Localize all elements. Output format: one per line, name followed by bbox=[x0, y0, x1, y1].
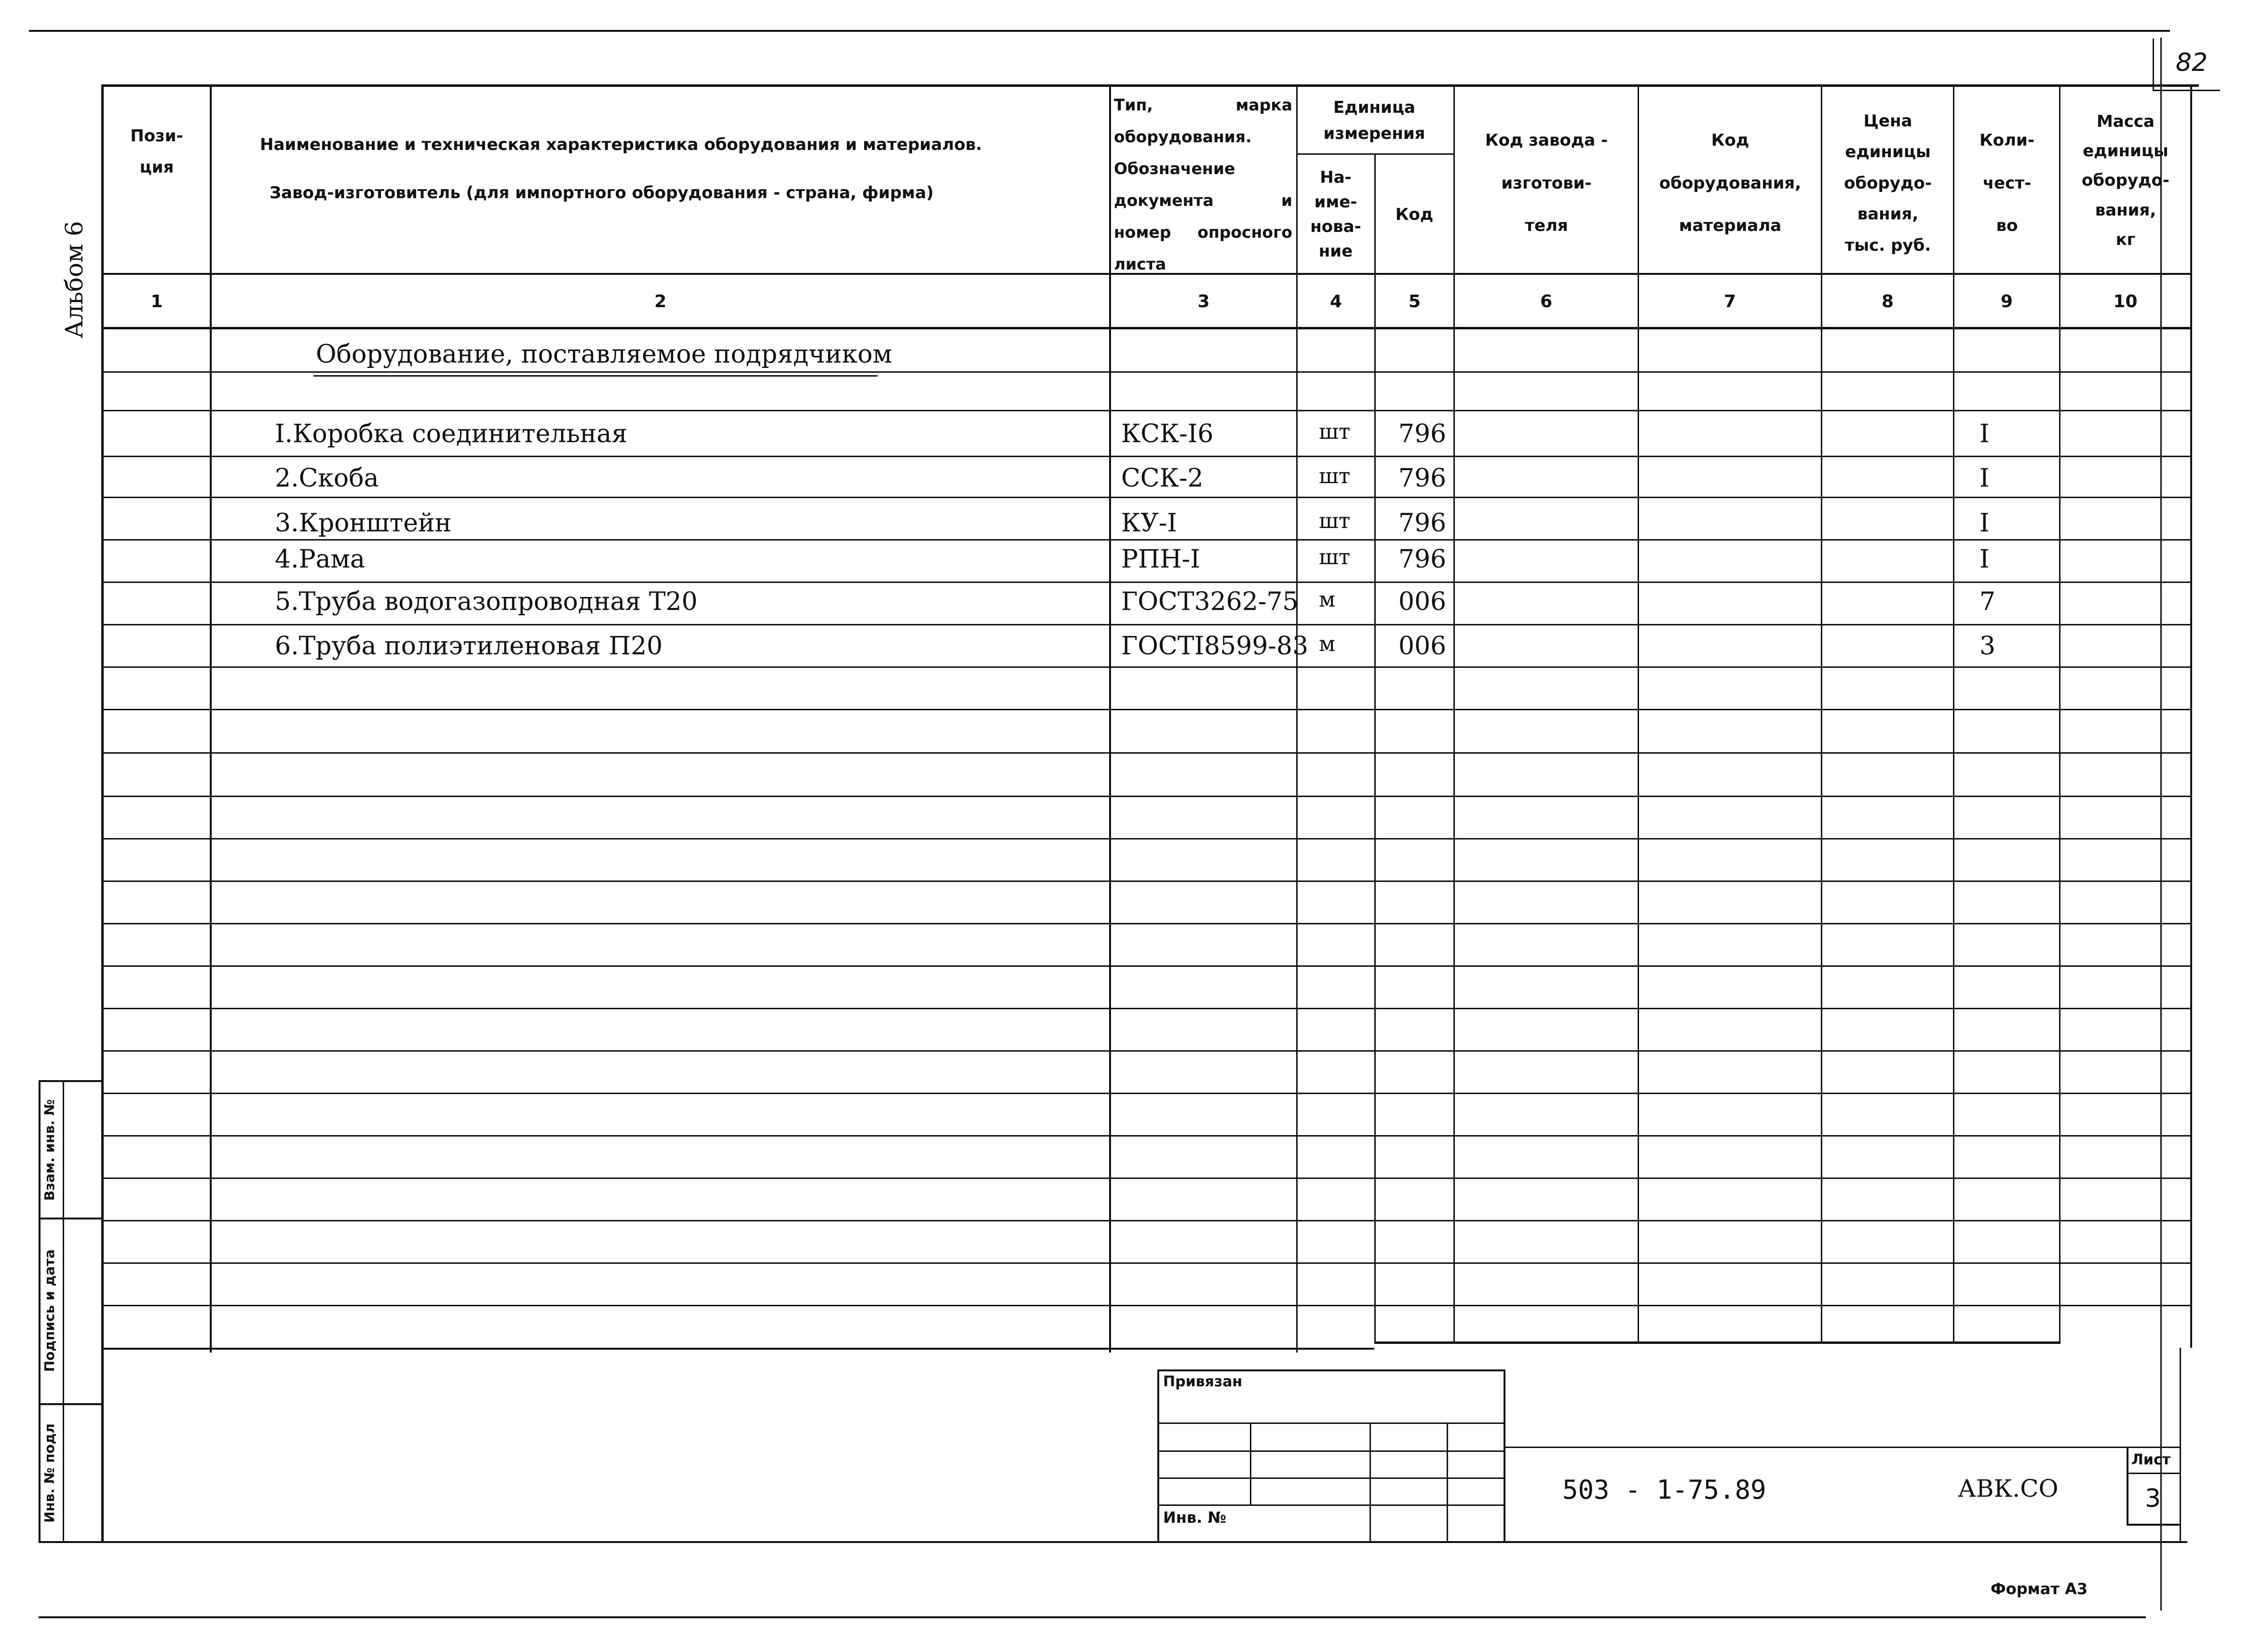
header-unit-name: На- име- нова- ние bbox=[1310, 168, 1361, 261]
row-6-name: 6.Труба полиэтиленовая П20 bbox=[275, 632, 663, 661]
row-line bbox=[101, 497, 2192, 498]
row-1-type: КСК-I6 bbox=[1121, 420, 1214, 448]
row-line bbox=[101, 624, 2192, 625]
row-4-name: 4.Рама bbox=[275, 545, 366, 574]
row-3-unit: шт bbox=[1319, 509, 1351, 533]
album-label: Альбом 6 bbox=[60, 221, 88, 339]
row-line bbox=[101, 1178, 2192, 1179]
table-top-border bbox=[101, 84, 2199, 87]
row-1-code: 796 bbox=[1398, 420, 1447, 448]
row-2-type: ССК-2 bbox=[1121, 464, 1204, 493]
row-6-unit: м bbox=[1319, 632, 1336, 656]
top-rule bbox=[29, 30, 2170, 32]
col-number-4: 4 bbox=[1329, 291, 1342, 311]
privyazan-label: Привязан bbox=[1163, 1373, 1243, 1390]
col-number-8: 8 bbox=[1881, 291, 1894, 311]
row-line bbox=[101, 539, 2192, 541]
row-6-code: 006 bbox=[1398, 632, 1447, 661]
header-unit-code: Код bbox=[1395, 204, 1434, 224]
row-line bbox=[101, 1093, 2192, 1094]
row-line bbox=[101, 410, 2192, 411]
row-line bbox=[101, 456, 2192, 457]
row-4-qty: I bbox=[1979, 545, 1990, 574]
col-number-10: 10 bbox=[2113, 291, 2138, 311]
row-line bbox=[101, 880, 2192, 882]
row-1-qty: I bbox=[1979, 420, 1990, 448]
row-line bbox=[101, 582, 2192, 583]
row-4-code: 796 bbox=[1398, 545, 1447, 574]
header-position: Пози- ция bbox=[130, 126, 183, 177]
sheet-label: Лист bbox=[2131, 1451, 2171, 1468]
row-2-code: 796 bbox=[1398, 464, 1447, 493]
row-3-name: 3.Кронштейн bbox=[275, 509, 452, 538]
bottom-rule bbox=[39, 1616, 2146, 1618]
row-5-name: 5.Труба водогазопроводная Т20 bbox=[275, 587, 698, 616]
col-number-7: 7 bbox=[1723, 291, 1736, 311]
row-2-unit: шт bbox=[1319, 464, 1351, 488]
row-5-code: 006 bbox=[1398, 587, 1447, 616]
row-line bbox=[101, 709, 2192, 710]
row-line bbox=[101, 666, 2192, 668]
row-3-type: КУ-I bbox=[1121, 509, 1177, 538]
col-number-5: 5 bbox=[1408, 291, 1421, 311]
format-label: Формат А3 bbox=[1991, 1580, 2088, 1598]
header-price: Цена единицы оборудо- вания, тыс. руб. bbox=[1844, 111, 1932, 255]
row-line bbox=[101, 752, 2192, 754]
header-factory-code: Код завода - изготови- теля bbox=[1485, 131, 1608, 236]
header-quantity: Коли- чест- во bbox=[1979, 131, 2034, 236]
row-5-unit: м bbox=[1319, 587, 1336, 612]
document-code: 503 - 1-75.89 bbox=[1562, 1475, 1766, 1505]
stamp-vzam-inv: Взам. инв. № bbox=[41, 1099, 57, 1201]
row-line bbox=[101, 1220, 2192, 1221]
row-4-type: РПН-I bbox=[1121, 545, 1200, 574]
row-2-qty: I bbox=[1979, 464, 1990, 493]
stamp-inv-podl: Инв. № подл bbox=[41, 1423, 57, 1523]
row-line bbox=[101, 371, 2192, 373]
row-4-unit: шт bbox=[1319, 545, 1351, 569]
page-number: 82 bbox=[2175, 48, 2208, 77]
row-line bbox=[101, 1050, 2192, 1052]
row-line bbox=[101, 1262, 2192, 1264]
row-5-qty: 7 bbox=[1979, 587, 1996, 616]
row-line bbox=[101, 796, 2192, 797]
row-line bbox=[101, 1305, 2192, 1306]
header-name-line2: Завод-изготовитель (для импортного оборудования - страна, фирма) bbox=[270, 183, 934, 203]
row-1-unit: шт bbox=[1319, 420, 1351, 444]
row-line bbox=[101, 965, 2192, 967]
header-mass: Масса единицы оборудо- вания, кг bbox=[2082, 112, 2169, 249]
document-mark: АВК.СО bbox=[1958, 1475, 2059, 1503]
row-line bbox=[101, 923, 2192, 924]
col-number-1: 1 bbox=[150, 291, 163, 311]
stamp-podpis-data: Подпись и дата bbox=[41, 1249, 57, 1372]
col-number-9: 9 bbox=[2000, 291, 2013, 311]
row-line bbox=[101, 838, 2192, 840]
row-5-type: ГОСТ3262-75 bbox=[1121, 587, 1299, 616]
col-number-3: 3 bbox=[1197, 291, 1210, 311]
row-6-qty: 3 bbox=[1979, 632, 1996, 661]
row-6-type: ГОСТI8599-83 bbox=[1121, 632, 1309, 661]
row-3-qty: I bbox=[1979, 509, 1990, 538]
row-3-code: 796 bbox=[1398, 509, 1447, 538]
inv-number-label: Инв. № bbox=[1163, 1508, 1226, 1527]
row-line bbox=[101, 1135, 2192, 1137]
header-type: Тип, марка оборудования. Обозначение документа и номер опросного листа bbox=[1114, 95, 1292, 273]
header-unit-group: Единица измерения bbox=[1323, 97, 1425, 143]
row-line bbox=[101, 1008, 2192, 1009]
header-equipment-code: Код оборудования, материала bbox=[1659, 131, 1802, 236]
row-2-name: 2.Скоба bbox=[275, 464, 379, 493]
col-number-2: 2 bbox=[654, 291, 667, 311]
row-1-name: I.Коробка соединительная bbox=[275, 420, 628, 448]
header-name-line1: Наименование и техническая характеристика оборудования и материалов. bbox=[260, 135, 982, 154]
col-number-6: 6 bbox=[1540, 291, 1553, 311]
section-title: Оборудование, поставляемое подрядчиком bbox=[316, 340, 893, 369]
sheet-number: 3 bbox=[2145, 1484, 2161, 1513]
